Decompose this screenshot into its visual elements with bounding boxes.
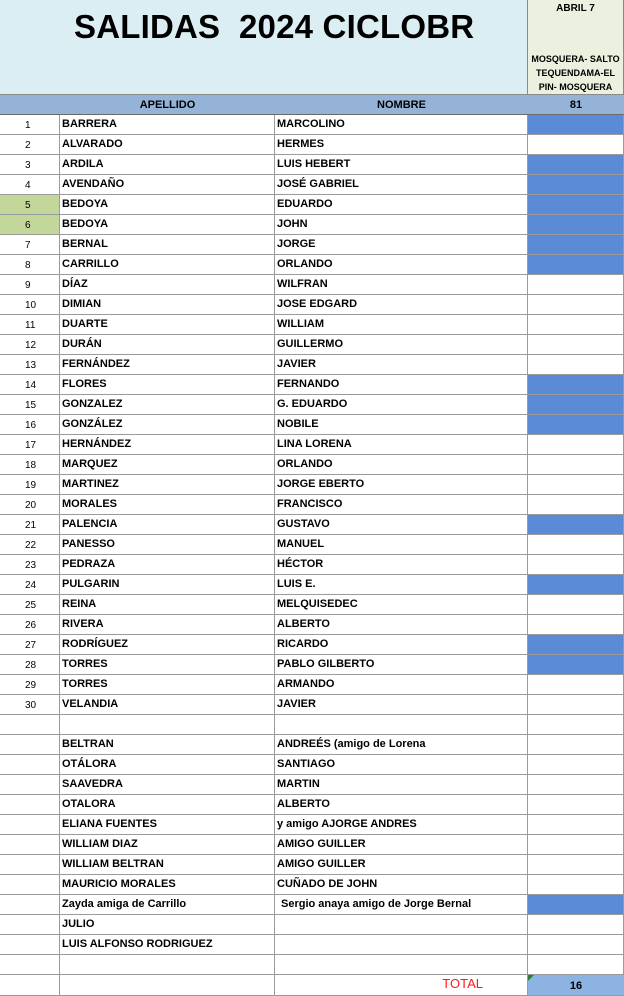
row-number-cell[interactable]: 28 bbox=[0, 655, 60, 675]
table-row bbox=[0, 895, 624, 915]
column-header-number[interactable] bbox=[0, 95, 60, 115]
last-name-cell[interactable]: OTÁLORA bbox=[60, 755, 275, 775]
last-name-cell[interactable]: BERNAL bbox=[60, 235, 275, 255]
last-name-cell[interactable]: TORRES bbox=[60, 675, 275, 695]
row-number-cell[interactable]: 29 bbox=[0, 675, 60, 695]
first-name-cell[interactable]: NOBILE bbox=[275, 415, 528, 435]
attendance-cell[interactable] bbox=[528, 695, 624, 715]
last-name-cell[interactable]: DIMIAN bbox=[60, 295, 275, 315]
first-name-cell[interactable]: EDUARDO bbox=[275, 195, 528, 215]
first-name-cell[interactable]: ORLANDO bbox=[275, 455, 528, 475]
table-row bbox=[0, 535, 624, 555]
total-row-number-cell[interactable] bbox=[0, 975, 60, 996]
first-name-cell[interactable]: AMIGO GUILLER bbox=[275, 835, 528, 855]
total-row bbox=[0, 975, 624, 996]
table-row bbox=[0, 595, 624, 615]
row-number-cell[interactable]: 6 bbox=[0, 215, 60, 235]
total-label: TOTAL bbox=[442, 976, 483, 991]
first-name-cell[interactable] bbox=[275, 915, 528, 935]
first-name-cell[interactable]: ANDREÉS (amigo de Lorena bbox=[275, 735, 528, 755]
last-name-cell[interactable]: REINA bbox=[60, 595, 275, 615]
last-name-cell[interactable]: AVENDAÑO bbox=[60, 175, 275, 195]
attendance-cell[interactable] bbox=[528, 115, 624, 135]
table-row bbox=[0, 495, 624, 515]
table-row bbox=[0, 515, 624, 535]
attendance-cell[interactable] bbox=[528, 935, 624, 955]
first-name-cell[interactable]: JOSE EDGARD bbox=[275, 295, 528, 315]
attendance-cell[interactable] bbox=[528, 775, 624, 795]
row-number-cell[interactable] bbox=[0, 815, 60, 835]
row-number-cell[interactable]: 14 bbox=[0, 375, 60, 395]
comment-indicator-icon bbox=[528, 975, 534, 981]
first-name-cell[interactable]: PABLO GILBERTO bbox=[275, 655, 528, 675]
last-name-cell[interactable]: JULIO bbox=[60, 915, 275, 935]
table-row bbox=[0, 795, 624, 815]
row-number-cell[interactable] bbox=[0, 755, 60, 775]
table-row bbox=[0, 955, 624, 975]
row-number-cell[interactable]: 23 bbox=[0, 555, 60, 575]
table-row bbox=[0, 155, 624, 175]
attendance-cell[interactable] bbox=[528, 295, 624, 315]
route-line: MOSQUERA- SALTO bbox=[531, 54, 620, 64]
last-name-cell[interactable]: ELIANA FUENTES bbox=[60, 815, 275, 835]
last-name-cell[interactable]: MORALES bbox=[60, 495, 275, 515]
row-number-cell[interactable]: 1 bbox=[0, 115, 60, 135]
last-name-cell[interactable]: TORRES bbox=[60, 655, 275, 675]
attendance-cell[interactable] bbox=[528, 155, 624, 175]
attendance-cell[interactable] bbox=[528, 335, 624, 355]
first-name-cell[interactable]: CUÑADO DE JOHN bbox=[275, 875, 528, 895]
table-row bbox=[0, 475, 624, 495]
first-name-cell[interactable]: MARCOLINO bbox=[275, 115, 528, 135]
attendance-cell[interactable] bbox=[528, 555, 624, 575]
column-header-last-name[interactable]: APELLIDO bbox=[60, 95, 275, 115]
attendance-cell[interactable] bbox=[528, 635, 624, 655]
last-name-cell[interactable]: Zayda amiga de Carrillo bbox=[60, 895, 275, 915]
attendance-cell[interactable] bbox=[528, 395, 624, 415]
table-row bbox=[0, 415, 624, 435]
table-row bbox=[0, 555, 624, 575]
attendance-cell[interactable] bbox=[528, 895, 624, 915]
table-row bbox=[0, 575, 624, 595]
last-name-cell[interactable]: BEDOYA bbox=[60, 195, 275, 215]
last-name-cell[interactable]: PULGARIN bbox=[60, 575, 275, 595]
row-number-cell[interactable]: 10 bbox=[0, 295, 60, 315]
first-name-cell[interactable]: ARMANDO bbox=[275, 675, 528, 695]
first-name-cell[interactable]: JORGE EBERTO bbox=[275, 475, 528, 495]
first-name-cell[interactable]: LINA LORENA bbox=[275, 435, 528, 455]
table-row bbox=[0, 715, 624, 735]
attendance-cell[interactable] bbox=[528, 755, 624, 775]
row-number-cell[interactable] bbox=[0, 735, 60, 755]
row-number-cell[interactable]: 25 bbox=[0, 595, 60, 615]
attendance-cell[interactable] bbox=[528, 195, 624, 215]
last-name-cell[interactable]: CARRILLO bbox=[60, 255, 275, 275]
last-name-cell[interactable]: WILLIAM DIAZ bbox=[60, 835, 275, 855]
table-row bbox=[0, 435, 624, 455]
attendance-cell[interactable] bbox=[528, 215, 624, 235]
first-name-cell[interactable]: LUIS E. bbox=[275, 575, 528, 595]
attendance-cell[interactable] bbox=[528, 835, 624, 855]
last-name-cell[interactable]: BARRERA bbox=[60, 115, 275, 135]
row-number-cell[interactable] bbox=[0, 835, 60, 855]
row-number-cell[interactable]: 4 bbox=[0, 175, 60, 195]
table-row bbox=[0, 455, 624, 475]
table-row bbox=[0, 915, 624, 935]
table-row bbox=[0, 935, 624, 955]
table-row bbox=[0, 355, 624, 375]
attendance-cell[interactable] bbox=[528, 735, 624, 755]
row-number-cell[interactable]: 21 bbox=[0, 515, 60, 535]
last-name-cell[interactable]: OTALORA bbox=[60, 795, 275, 815]
last-name-cell[interactable]: ARDILA bbox=[60, 155, 275, 175]
attendance-cell[interactable] bbox=[528, 255, 624, 275]
row-number-cell[interactable]: 3 bbox=[0, 155, 60, 175]
last-name-cell[interactable]: RIVERA bbox=[60, 615, 275, 635]
row-number-cell[interactable] bbox=[0, 775, 60, 795]
table-row bbox=[0, 175, 624, 195]
row-number-cell[interactable] bbox=[0, 895, 60, 915]
table-row bbox=[0, 255, 624, 275]
table-row bbox=[0, 275, 624, 295]
attendance-cell[interactable] bbox=[528, 175, 624, 195]
date-cell[interactable] bbox=[528, 0, 624, 95]
first-name-cell[interactable]: Sergio anaya amigo de Jorge Bernal bbox=[275, 895, 528, 915]
attendance-cell[interactable] bbox=[528, 595, 624, 615]
first-name-cell[interactable]: JOSÉ GABRIEL bbox=[275, 175, 528, 195]
attendance-cell[interactable] bbox=[528, 435, 624, 455]
table-row bbox=[0, 135, 624, 155]
total-row-first-cell[interactable] bbox=[275, 975, 528, 996]
table-row bbox=[0, 215, 624, 235]
first-name-cell[interactable]: HÉCTOR bbox=[275, 555, 528, 575]
table-row bbox=[0, 735, 624, 755]
row-number-cell[interactable] bbox=[0, 935, 60, 955]
attendance-cell[interactable] bbox=[528, 875, 624, 895]
attendance-cell[interactable] bbox=[528, 455, 624, 475]
first-name-cell[interactable]: JAVIER bbox=[275, 355, 528, 375]
first-name-cell[interactable]: WILLIAM bbox=[275, 315, 528, 335]
last-name-cell[interactable]: RODRÍGUEZ bbox=[60, 635, 275, 655]
row-number-cell[interactable]: 22 bbox=[0, 535, 60, 555]
last-name-cell[interactable]: LUIS ALFONSO RODRIGUEZ bbox=[60, 935, 275, 955]
first-name-cell[interactable]: HERMES bbox=[275, 135, 528, 155]
last-name-cell[interactable]: MARQUEZ bbox=[60, 455, 275, 475]
title-cell[interactable] bbox=[0, 0, 528, 95]
sheet-title: SALIDAS 2024 CICLOBR bbox=[74, 8, 475, 45]
first-name-cell[interactable]: MARTIN bbox=[275, 775, 528, 795]
table-row bbox=[0, 315, 624, 335]
last-name-cell[interactable]: FLORES bbox=[60, 375, 275, 395]
ride-date: ABRIL 7 bbox=[556, 3, 595, 14]
total-value[interactable]: 16 bbox=[528, 975, 624, 996]
first-name-cell[interactable]: ORLANDO bbox=[275, 255, 528, 275]
first-name-cell[interactable]: MELQUISEDEC bbox=[275, 595, 528, 615]
first-name-cell[interactable]: LUIS HEBERT bbox=[275, 155, 528, 175]
last-name-cell[interactable]: GONZÁLEZ bbox=[60, 415, 275, 435]
first-name-cell[interactable]: y amigo AJORGE ANDRES bbox=[275, 815, 528, 835]
attendance-cell[interactable] bbox=[528, 915, 624, 935]
last-name-cell[interactable]: VELANDIA bbox=[60, 695, 275, 715]
attendance-cell[interactable] bbox=[528, 475, 624, 495]
row-number-cell[interactable] bbox=[0, 855, 60, 875]
first-name-cell[interactable]: RICARDO bbox=[275, 635, 528, 655]
table-row bbox=[0, 875, 624, 895]
last-name-cell[interactable]: WILLIAM BELTRAN bbox=[60, 855, 275, 875]
row-number-cell[interactable]: 12 bbox=[0, 335, 60, 355]
row-number-cell[interactable]: 13 bbox=[0, 355, 60, 375]
row-number-cell[interactable]: 19 bbox=[0, 475, 60, 495]
table-row bbox=[0, 295, 624, 315]
route-line: TEQUENDAMA-EL bbox=[536, 68, 615, 78]
table-row bbox=[0, 615, 624, 635]
route-line: PIN- MOSQUERA bbox=[538, 82, 613, 92]
first-name-cell[interactable]: GUILLERMO bbox=[275, 335, 528, 355]
table-row bbox=[0, 115, 624, 135]
first-name-cell[interactable]: AMIGO GUILLER bbox=[275, 855, 528, 875]
last-name-cell[interactable]: DURÁN bbox=[60, 335, 275, 355]
attendance-cell[interactable] bbox=[528, 815, 624, 835]
table-row bbox=[0, 635, 624, 655]
row-number-cell[interactable]: 27 bbox=[0, 635, 60, 655]
attendance-cell[interactable] bbox=[528, 615, 624, 635]
first-name-cell[interactable]: JORGE bbox=[275, 235, 528, 255]
row-number-cell[interactable]: 8 bbox=[0, 255, 60, 275]
table-row bbox=[0, 755, 624, 775]
first-name-cell[interactable] bbox=[275, 955, 528, 975]
attendance-cell[interactable] bbox=[528, 275, 624, 295]
attendance-cell[interactable] bbox=[528, 655, 624, 675]
last-name-cell[interactable]: GONZALEZ bbox=[60, 395, 275, 415]
row-number-cell[interactable]: 2 bbox=[0, 135, 60, 155]
row-number-cell[interactable] bbox=[0, 795, 60, 815]
row-number-cell[interactable] bbox=[0, 915, 60, 935]
attendance-cell[interactable] bbox=[528, 535, 624, 555]
first-name-cell[interactable]: SANTIAGO bbox=[275, 755, 528, 775]
first-name-cell[interactable]: FRANCISCO bbox=[275, 495, 528, 515]
first-name-cell[interactable]: GUSTAVO bbox=[275, 515, 528, 535]
table-row bbox=[0, 395, 624, 415]
table-row bbox=[0, 335, 624, 355]
row-number-cell[interactable]: 16 bbox=[0, 415, 60, 435]
attendance-cell[interactable] bbox=[528, 515, 624, 535]
attendance-cell[interactable] bbox=[528, 855, 624, 875]
row-number-cell[interactable]: 17 bbox=[0, 435, 60, 455]
last-name-cell[interactable]: FERNÁNDEZ bbox=[60, 355, 275, 375]
total-row-last-cell[interactable] bbox=[60, 975, 275, 996]
table-row bbox=[0, 815, 624, 835]
first-name-cell[interactable]: ALBERTO bbox=[275, 615, 528, 635]
column-header-first-name[interactable]: NOMBRE bbox=[275, 95, 528, 115]
last-name-cell[interactable]: PANESSO bbox=[60, 535, 275, 555]
last-name-cell[interactable]: PEDRAZA bbox=[60, 555, 275, 575]
last-name-cell[interactable]: MARTINEZ bbox=[60, 475, 275, 495]
table-row bbox=[0, 235, 624, 255]
row-number-cell[interactable]: 5 bbox=[0, 195, 60, 215]
row-number-cell[interactable]: 26 bbox=[0, 615, 60, 635]
last-name-cell[interactable]: BELTRAN bbox=[60, 735, 275, 755]
attendance-cell[interactable] bbox=[528, 315, 624, 335]
row-number-cell[interactable]: 20 bbox=[0, 495, 60, 515]
row-number-cell[interactable]: 9 bbox=[0, 275, 60, 295]
attendance-cell[interactable] bbox=[528, 575, 624, 595]
last-name-cell[interactable]: HERNÁNDEZ bbox=[60, 435, 275, 455]
row-number-cell[interactable] bbox=[0, 955, 60, 975]
last-name-cell[interactable]: MAURICIO MORALES bbox=[60, 875, 275, 895]
row-number-cell[interactable] bbox=[0, 875, 60, 895]
first-name-cell[interactable]: JAVIER bbox=[275, 695, 528, 715]
column-header-count[interactable]: 81 bbox=[528, 95, 624, 115]
attendance-cell[interactable] bbox=[528, 715, 624, 735]
row-number-cell[interactable]: 18 bbox=[0, 455, 60, 475]
table-row bbox=[0, 835, 624, 855]
table-row bbox=[0, 375, 624, 395]
last-name-cell[interactable]: DUARTE bbox=[60, 315, 275, 335]
table-row bbox=[0, 855, 624, 875]
last-name-cell[interactable]: BEDOYA bbox=[60, 215, 275, 235]
table-row bbox=[0, 695, 624, 715]
row-number-cell[interactable]: 15 bbox=[0, 395, 60, 415]
first-name-cell[interactable] bbox=[275, 715, 528, 735]
attendance-cell[interactable] bbox=[528, 375, 624, 395]
table-row bbox=[0, 655, 624, 675]
last-name-cell[interactable]: ALVARADO bbox=[60, 135, 275, 155]
attendance-cell[interactable] bbox=[528, 415, 624, 435]
last-name-cell[interactable]: SAAVEDRA bbox=[60, 775, 275, 795]
table-row bbox=[0, 675, 624, 695]
row-number-cell[interactable]: 24 bbox=[0, 575, 60, 595]
first-name-cell[interactable]: FERNANDO bbox=[275, 375, 528, 395]
first-name-cell[interactable]: G. EDUARDO bbox=[275, 395, 528, 415]
first-name-cell[interactable]: WILFRAN bbox=[275, 275, 528, 295]
row-number-cell[interactable]: 11 bbox=[0, 315, 60, 335]
attendance-cell[interactable] bbox=[528, 235, 624, 255]
table-row bbox=[0, 775, 624, 795]
attendance-cell[interactable] bbox=[528, 355, 624, 375]
last-name-cell[interactable] bbox=[60, 955, 275, 975]
row-number-cell[interactable] bbox=[0, 715, 60, 735]
last-name-cell[interactable]: PALENCIA bbox=[60, 515, 275, 535]
attendance-cell[interactable] bbox=[528, 135, 624, 155]
attendance-cell[interactable] bbox=[528, 495, 624, 515]
first-name-cell[interactable] bbox=[275, 935, 528, 955]
first-name-cell[interactable]: ALBERTO bbox=[275, 795, 528, 815]
table-row bbox=[0, 195, 624, 215]
attendance-cell[interactable] bbox=[528, 675, 624, 695]
first-name-cell[interactable]: MANUEL bbox=[275, 535, 528, 555]
row-number-cell[interactable]: 30 bbox=[0, 695, 60, 715]
attendance-cell[interactable] bbox=[528, 795, 624, 815]
row-number-cell[interactable]: 7 bbox=[0, 235, 60, 255]
first-name-cell[interactable]: JOHN bbox=[275, 215, 528, 235]
ride-route bbox=[528, 52, 623, 94]
attendance-cell[interactable] bbox=[528, 955, 624, 975]
last-name-cell[interactable]: DÍAZ bbox=[60, 275, 275, 295]
last-name-cell[interactable] bbox=[60, 715, 275, 735]
